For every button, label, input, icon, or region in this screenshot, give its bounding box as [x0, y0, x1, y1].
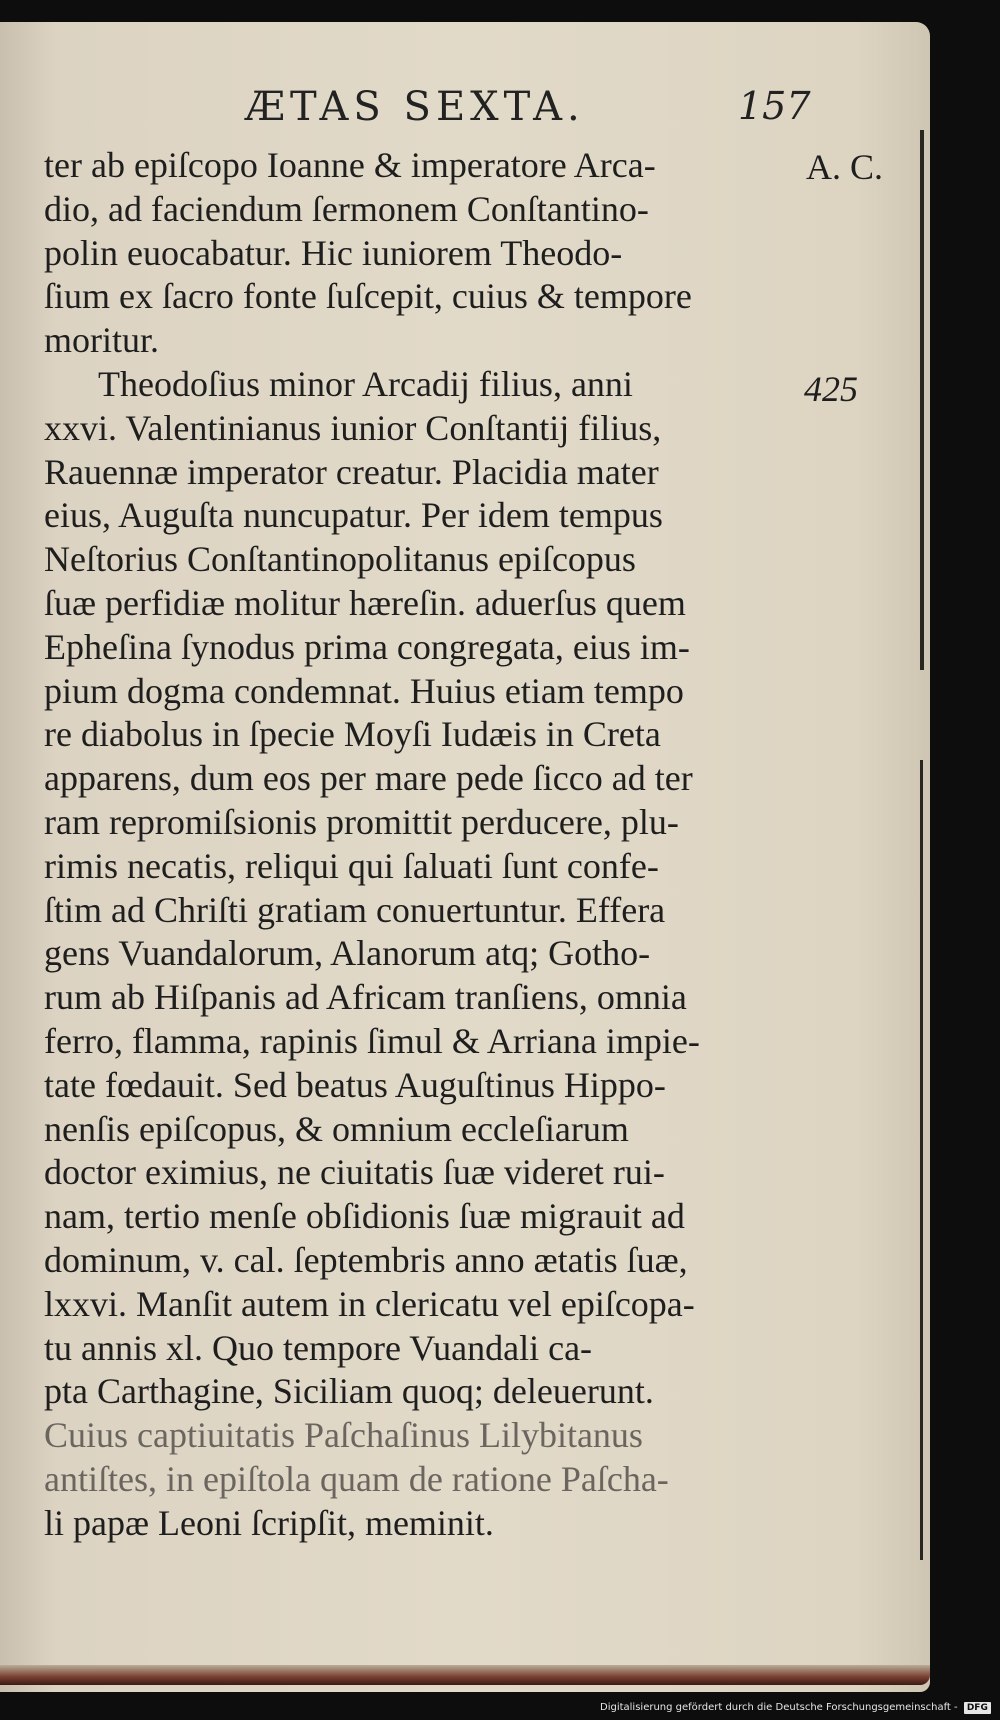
margin-note-era: A. C.	[806, 147, 884, 187]
dfg-logo: DFG	[964, 1702, 991, 1714]
text-line: ſuæ perfidiæ molitur hæreſin. aduerſus quem	[44, 582, 686, 623]
text-line: apparens, dum eos per mare pede ſicco ad ter	[44, 758, 693, 799]
text-line: eius, Auguſta nuncupatur. Per idem tempus	[44, 495, 663, 536]
text-line: rimis necatis, reliqui qui ſaluati ſunt confe-	[44, 845, 659, 886]
text-line: dominum, v. cal. ſeptembris anno ætatis ſuæ,	[44, 1239, 688, 1280]
text-line: Epheſina ſynodus prima congregata, eius im-	[44, 626, 690, 667]
digitization-credit	[600, 1700, 991, 1716]
text-line: xxvi. Valentinianus iunior Conſtantij filius,	[44, 407, 662, 448]
margin-note-year: 425	[804, 369, 858, 409]
text-line: gens Vuandalorum, Alanorum atq; Gotho-	[44, 933, 651, 974]
text-line: ram repromiſsionis promittit perducere, plu-	[44, 801, 679, 842]
text-line: Rauennæ imperator creatur. Placidia mater	[44, 451, 659, 492]
text-line: tate fœdauit. Sed beatus Auguſtinus Hippo-	[44, 1064, 666, 1105]
text-line: ter ab epiſcopo Ioanne & imperatore Arca-	[44, 145, 656, 185]
text-line: polin euocabatur. Hic iuniorem Theodo-	[44, 232, 623, 273]
text-line: pta Carthagine, Siciliam quoq; deleuerunt.	[44, 1371, 654, 1412]
text-line: pium dogma condemnat. Huius etiam tempo	[44, 670, 684, 711]
margin-rule-upper	[920, 130, 924, 670]
text-line: doctor eximius, ne ciuitatis ſuæ videret rui-	[44, 1152, 665, 1193]
text-line: lxxvi. Manſit autem in clericatu vel epiſcopa-	[44, 1283, 695, 1324]
text-line: Neſtorius Conſtantinopolitanus epiſcopus	[44, 539, 636, 580]
text-line: nam, tertio menſe obſidionis ſuæ migrauit ad	[44, 1196, 685, 1237]
text-line: tu annis xl. Quo tempore Vuandali ca-	[44, 1327, 593, 1368]
text-line: ferro, flamma, rapinis ſimul & Arriana impie-	[44, 1020, 700, 1061]
text-line: moritur.	[44, 320, 159, 361]
running-head	[0, 84, 930, 134]
running-head-title: ÆTAS SEXTA.	[245, 84, 585, 130]
credit-text: Digitalisierung gefördert durch die Deutsche Forschungsgemeinschaft -	[600, 1702, 958, 1713]
text-line: antiſtes, in epiſtola quam de ratione Paſcha-	[44, 1458, 669, 1499]
text-line: dio, ad faciendum ſermonem Conſtantino-	[44, 188, 649, 229]
body-text	[44, 144, 814, 1546]
paragraph-start-line: Theodoſius minor Arcadij filius, anni	[98, 363, 633, 404]
page-bottom-edge	[0, 1665, 930, 1685]
page-number: 157	[738, 84, 811, 128]
text-line: ſtim ad Chriſti gratiam conuertuntur. Effera	[44, 889, 666, 930]
text-line: ſium ex ſacro fonte ſuſcepit, cuius & tempore	[44, 276, 692, 317]
text-line: nenſis epiſcopus, & omnium eccleſiarum	[44, 1108, 629, 1149]
text-line: re diabolus in ſpecie Moyſi Iudæis in Creta	[44, 714, 661, 755]
margin-rule-lower	[920, 760, 923, 1560]
text-line: rum ab Hiſpanis ad Africam tranſiens, omnia	[44, 977, 687, 1018]
text-line: Cuius captiuitatis Paſchaſinus Lilybitanus	[44, 1415, 643, 1456]
text-line: li papæ Leoni ſcripſit, meminit.	[44, 1502, 494, 1543]
